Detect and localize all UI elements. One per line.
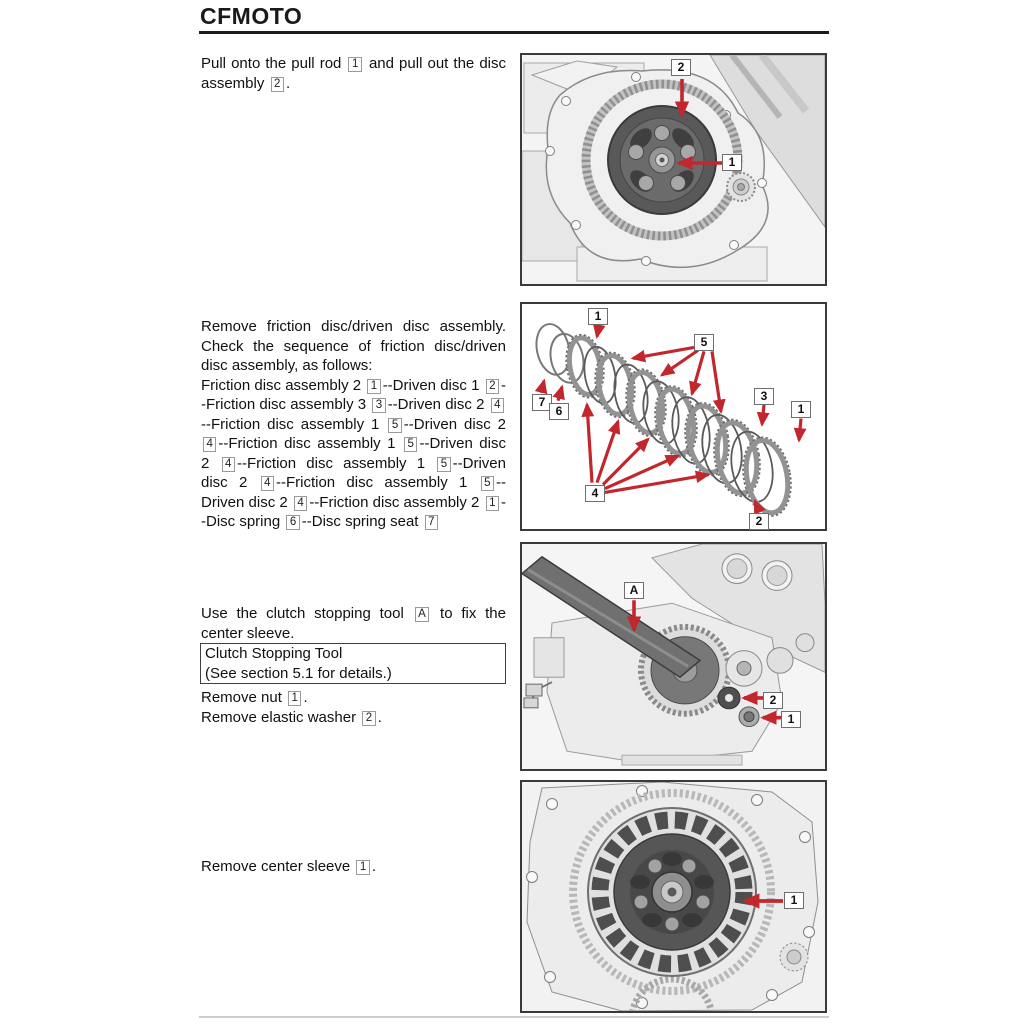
callout-box: 2 — [763, 692, 783, 709]
center-sleeve-part — [652, 872, 692, 912]
step-2-sequence: Friction disc assembly 2 1 --Driven disc 1 2 --Friction disc assembly 3 3 --Driven disc 2 4--Friction disc assembly 1 5 --Driven disc 2 4 --Friction disc assembly 1 5 --Driven disc 2 4 --Friction disc assembly 1 5 --Driven disc 2 4 --Friction disc assembly 1 5 --Driven disc 2 4 --Friction disc assembly 2 1 --Disc spring 6 --Disc spring seat 7 — [201, 376, 506, 530]
callout-box: 7 — [532, 394, 552, 411]
step-5-text: Remove elastic washer 2 . — [201, 708, 382, 726]
callout-box: 2 — [749, 513, 769, 530]
ref-box: 7 — [425, 515, 438, 530]
ref-box: 3 — [372, 398, 385, 413]
tool-note-box — [200, 643, 506, 684]
ref-box: 4 — [203, 437, 216, 452]
ref-box: 4 — [294, 496, 307, 511]
figure-4-illustration — [522, 782, 825, 1011]
ref-box: 5 — [437, 457, 450, 472]
footer-rule — [199, 1016, 829, 1018]
instruction-step-4-5 — [201, 688, 506, 727]
callout-box: 1 — [791, 401, 811, 418]
step-1-text: Pull onto the pull rod 1 and pull out the disc assembly 2 . — [201, 55, 506, 92]
figure-3-illustration — [522, 544, 825, 769]
callout-box: 2 — [671, 59, 691, 76]
callout-box: 4 — [585, 485, 605, 502]
callout-box: 1 — [588, 308, 608, 325]
tool-note-line-2: (See section 5.1 for details.) — [205, 664, 392, 682]
callout-box: 1 — [784, 892, 804, 909]
step-2-intro: Remove friction disc/driven disc assembly. Check the sequence of friction disc/driven disc assembly, as follows: — [201, 318, 506, 374]
brand-logo: CFMOTO — [200, 3, 303, 29]
figure-pull-rod-and-disc-assembly — [520, 53, 827, 286]
ref-box: 2 — [486, 379, 499, 394]
ref-box: 2 — [362, 711, 375, 726]
ref-box: 1 — [367, 379, 380, 394]
callout-box: 1 — [781, 711, 801, 728]
ref-box: 6 — [286, 515, 299, 530]
ref-box: 1 — [348, 57, 361, 72]
callout-box: 6 — [549, 403, 569, 420]
clutch-disc-assembly — [608, 106, 716, 214]
ref-box: 1 — [486, 496, 499, 511]
callout-box: 1 — [722, 154, 742, 171]
step-4-text: Remove nut 1 . — [201, 689, 308, 706]
figure-clutch-stopping-tool — [520, 542, 827, 771]
instruction-step-1 — [201, 54, 506, 93]
callout-box: 3 — [754, 388, 774, 405]
ref-box: 5 — [404, 437, 417, 452]
callout-box: 5 — [694, 334, 714, 351]
ref-box: 4 — [491, 398, 504, 413]
figure-friction-driven-disc-stack — [520, 302, 827, 531]
ref-box: 1 — [356, 860, 369, 875]
ref-box: 5 — [388, 418, 401, 433]
ref-box: A — [415, 607, 430, 622]
elastic-washer — [718, 687, 740, 709]
step-6-text: Remove center sleeve 1 . — [201, 858, 376, 875]
step-3-text: Use the clutch stopping tool A to fix the center sleeve. — [201, 605, 506, 642]
instruction-step-3 — [201, 604, 506, 643]
ref-box: 5 — [481, 476, 494, 491]
figure-1-illustration — [522, 55, 825, 284]
header-rule — [199, 31, 829, 34]
figure-center-sleeve — [520, 780, 827, 1013]
ref-box: 4 — [222, 457, 235, 472]
instruction-step-6 — [201, 857, 506, 877]
ref-box: 4 — [261, 476, 274, 491]
nut — [739, 707, 759, 727]
callout-box: A — [624, 582, 644, 599]
tool-note-line-1: Clutch Stopping Tool — [205, 645, 343, 662]
ref-box: 2 — [271, 77, 284, 92]
ref-box: 1 — [288, 691, 301, 706]
instruction-step-2 — [201, 317, 506, 532]
idler-gear — [727, 173, 755, 201]
